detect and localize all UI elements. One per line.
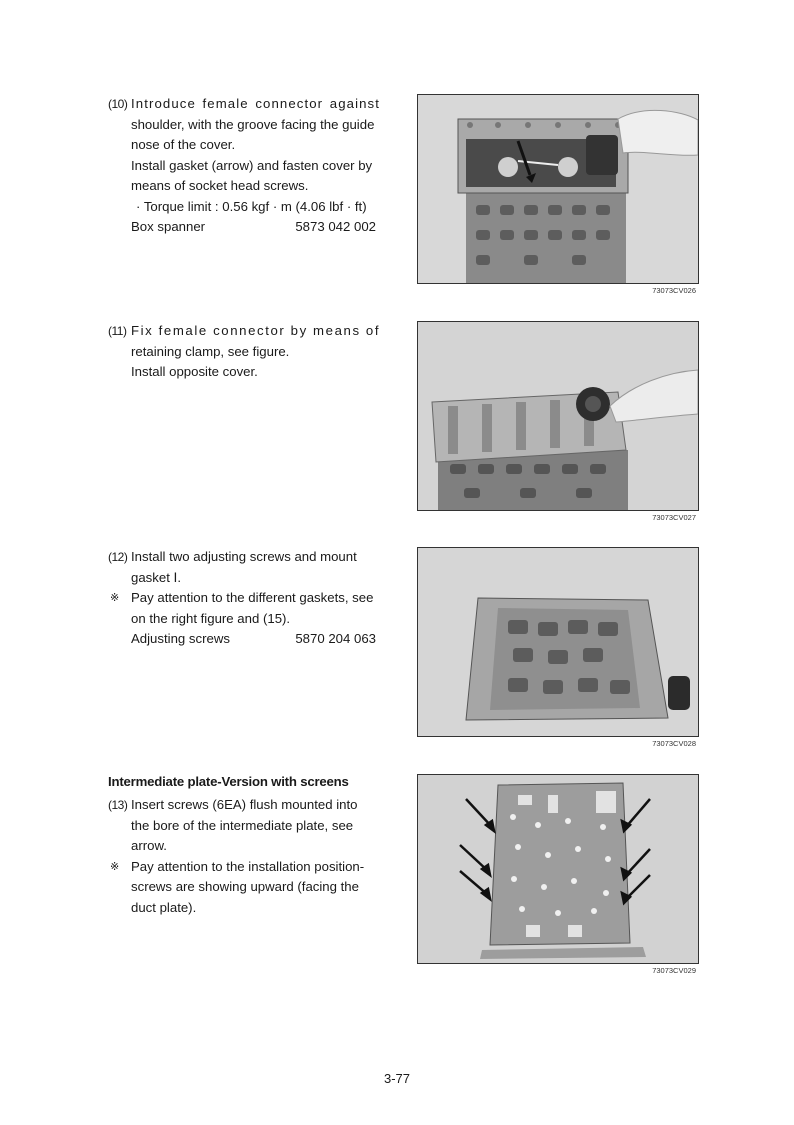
tool-number: 5873 042 002 bbox=[295, 219, 376, 234]
step-text-line: Install two adjusting screws and mount bbox=[131, 549, 357, 564]
note-text-line: Pay attention to the different gaskets, see bbox=[131, 590, 374, 605]
note-text-line: on the right figure and (15). bbox=[131, 610, 291, 626]
step-number: (12) bbox=[108, 550, 128, 564]
step-number: (13) bbox=[108, 798, 128, 812]
page-number: 3-77 bbox=[383, 1071, 411, 1086]
section-heading: Intermediate plate-Version with screens bbox=[108, 774, 349, 789]
step-text-line: arrow. bbox=[131, 838, 167, 853]
note-mark: ※ bbox=[110, 860, 120, 873]
note-text-line: Pay attention to the installation position- bbox=[131, 858, 365, 874]
step-11 bbox=[108, 321, 380, 383]
step-text-line: Introduce female connector against bbox=[131, 96, 380, 111]
note-text-line: duct plate). bbox=[131, 899, 197, 915]
figure-photo-gasket-mount bbox=[417, 547, 699, 737]
note-text-line: screws are showing upward (facing the bbox=[131, 879, 359, 894]
tool-spec bbox=[108, 629, 380, 650]
note-mark: ※ bbox=[110, 592, 120, 604]
step-text-line: Install opposite cover. bbox=[131, 364, 258, 379]
step-text-line: shoulder, with the groove facing the guide bbox=[131, 116, 375, 132]
figure-caption: 73073CV028 bbox=[652, 739, 696, 748]
figure-photo-cover-install bbox=[417, 94, 699, 284]
step-text-line: Insert screws (6EA) flush mounted into bbox=[131, 797, 358, 812]
figure-caption: 73073CV027 bbox=[652, 513, 696, 522]
tool-number: 5870 204 063 bbox=[295, 631, 376, 646]
figure-photo-intermediate-plate bbox=[417, 774, 699, 964]
torque-limit: · Torque limit : 0.56 kgf · m (4.06 lbf · ft) bbox=[136, 198, 367, 214]
tool-name: Adjusting screws bbox=[131, 631, 230, 646]
step-12 bbox=[108, 547, 380, 650]
step-text-line: Install gasket (arrow) and fasten cover by bbox=[131, 157, 373, 173]
step-text-line: means of socket head screws. bbox=[131, 178, 309, 193]
figure-photo-retaining-clamp bbox=[417, 321, 699, 511]
figure-caption: 73073CV026 bbox=[652, 286, 696, 295]
figure-caption: 73073CV029 bbox=[652, 966, 696, 975]
tool-spec bbox=[108, 217, 380, 238]
step-text-line: nose of the cover. bbox=[131, 137, 236, 152]
step-text-line: Fix female connector by means of bbox=[131, 323, 381, 338]
step-13 bbox=[108, 795, 380, 918]
step-text-line: gasket Ⅰ. bbox=[131, 569, 182, 585]
step-number: (10) bbox=[108, 97, 128, 111]
step-10 bbox=[108, 94, 380, 238]
step-text-line: the bore of the intermediate plate, see bbox=[131, 817, 354, 833]
step-text-line: retaining clamp, see figure. bbox=[131, 343, 290, 359]
step-number: (11) bbox=[108, 324, 127, 338]
tool-name: Box spanner bbox=[131, 219, 206, 234]
